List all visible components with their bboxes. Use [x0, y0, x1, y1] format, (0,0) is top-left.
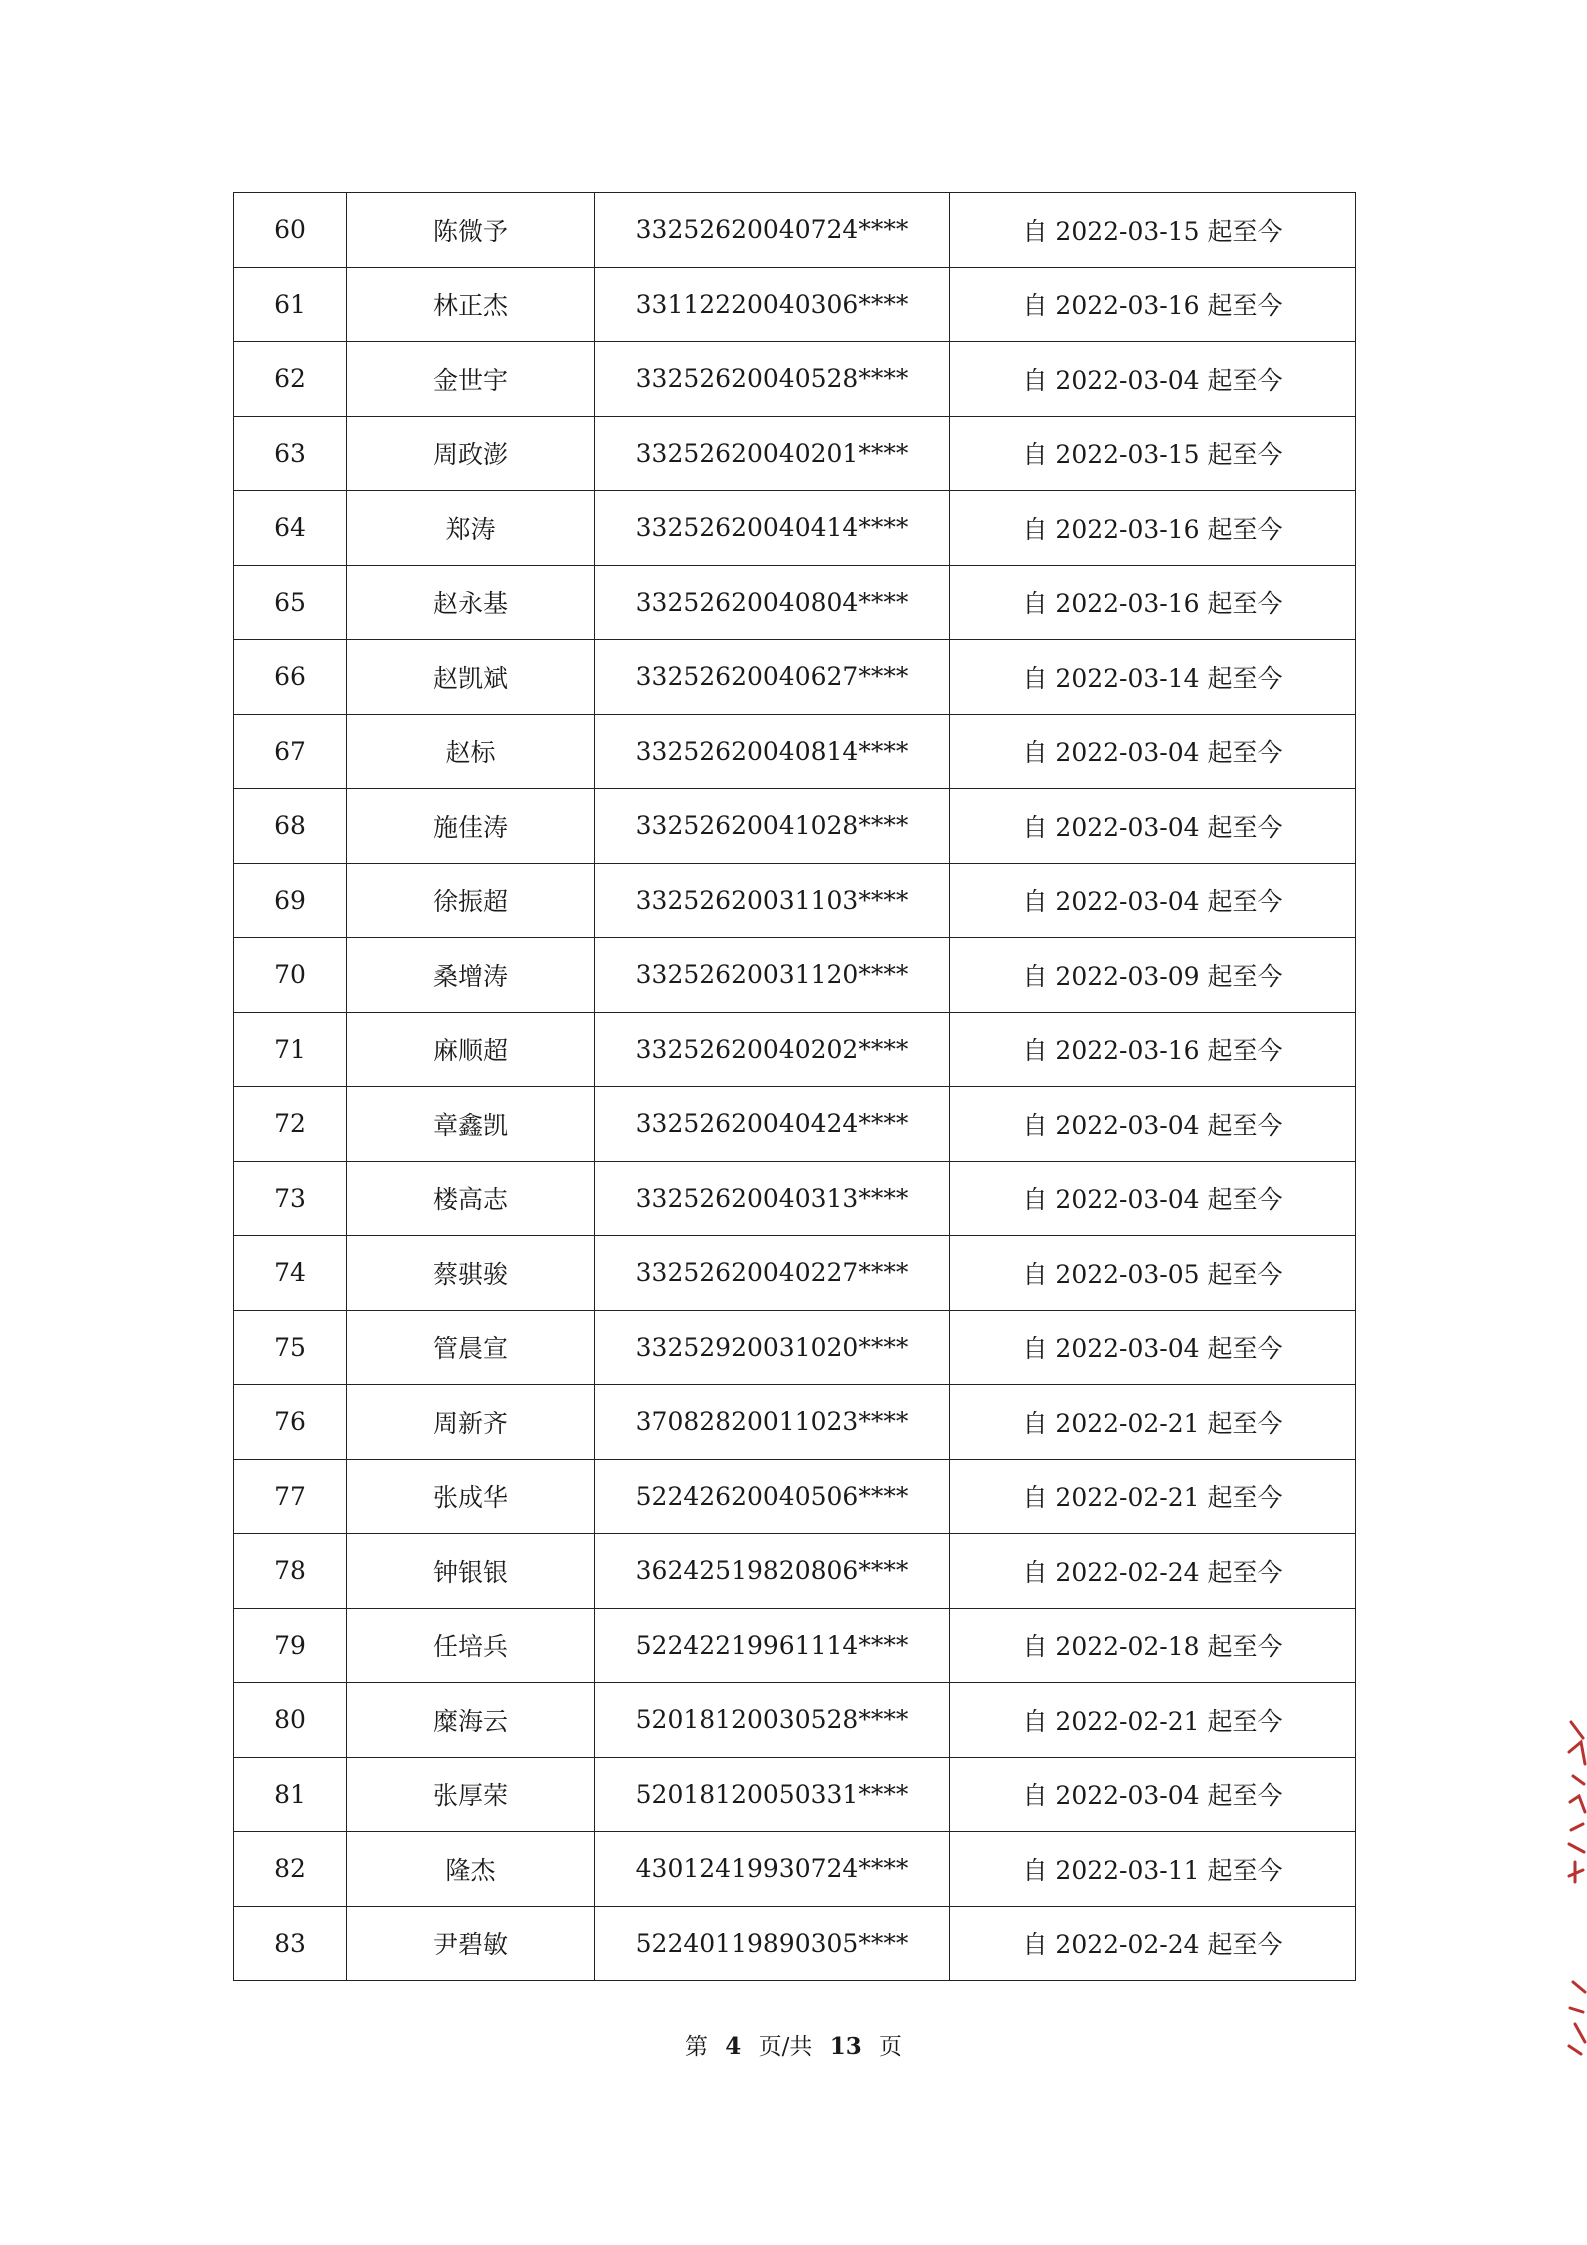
- person-name-cell: 楼高志: [347, 1161, 595, 1236]
- row-number-cell: 81: [234, 1757, 347, 1832]
- table-row: [234, 640, 1356, 715]
- table-row: [234, 193, 1356, 268]
- row-number-cell: 71: [234, 1012, 347, 1087]
- period-cell: 自 2022-02-24 起至今: [950, 1534, 1356, 1609]
- person-name-cell: 张厚荣: [347, 1757, 595, 1832]
- period-cell: 自 2022-02-21 起至今: [950, 1385, 1356, 1460]
- table-row: [234, 267, 1356, 342]
- table-row: [234, 1012, 1356, 1087]
- id-number-cell: 33252620040201****: [595, 416, 950, 491]
- id-number-cell: 33252620040414****: [595, 491, 950, 566]
- person-name-cell: 郑涛: [347, 491, 595, 566]
- person-name-cell: 管晨宣: [347, 1310, 595, 1385]
- table-row: [234, 1832, 1356, 1907]
- person-name-cell: 林正杰: [347, 267, 595, 342]
- id-number-cell: 33252620041028****: [595, 789, 950, 864]
- id-number-cell: 43012419930724****: [595, 1832, 950, 1907]
- table-row: [234, 491, 1356, 566]
- person-name-cell: 徐振超: [347, 863, 595, 938]
- row-number-cell: 67: [234, 714, 347, 789]
- table-row: [234, 714, 1356, 789]
- period-cell: 自 2022-03-16 起至今: [950, 565, 1356, 640]
- id-number-cell: 52240119890305****: [595, 1906, 950, 1981]
- row-number-cell: 80: [234, 1683, 347, 1758]
- id-number-cell: 33252620040424****: [595, 1087, 950, 1162]
- person-name-cell: 赵永基: [347, 565, 595, 640]
- period-cell: 自 2022-03-04 起至今: [950, 789, 1356, 864]
- table-row: [234, 1906, 1356, 1981]
- period-cell: 自 2022-02-21 起至今: [950, 1459, 1356, 1534]
- id-number-cell: 52018120050331****: [595, 1757, 950, 1832]
- table-row: [234, 1087, 1356, 1162]
- person-name-cell: 赵凯斌: [347, 640, 595, 715]
- id-number-cell: 33252620040528****: [595, 342, 950, 417]
- table-row: [234, 938, 1356, 1013]
- id-number-cell: 52242620040506****: [595, 1459, 950, 1534]
- person-name-cell: 麻顺超: [347, 1012, 595, 1087]
- period-cell: 自 2022-02-21 起至今: [950, 1683, 1356, 1758]
- person-name-cell: 周政澎: [347, 416, 595, 491]
- person-name-cell: 钟银银: [347, 1534, 595, 1609]
- id-number-cell: 33252620040724****: [595, 193, 950, 268]
- current-page-number: 4: [725, 2033, 742, 2060]
- row-number-cell: 82: [234, 1832, 347, 1907]
- row-number-cell: 70: [234, 938, 347, 1013]
- person-name-cell: 任培兵: [347, 1608, 595, 1683]
- footer-middle: 页/共: [758, 2034, 813, 2060]
- period-cell: 自 2022-03-04 起至今: [950, 1310, 1356, 1385]
- period-cell: 自 2022-03-15 起至今: [950, 193, 1356, 268]
- table-row: [234, 1161, 1356, 1236]
- id-number-cell: 33252620040202****: [595, 1012, 950, 1087]
- table-row: [234, 342, 1356, 417]
- period-cell: 自 2022-03-04 起至今: [950, 342, 1356, 417]
- id-number-cell: 33252920031020****: [595, 1310, 950, 1385]
- row-number-cell: 79: [234, 1608, 347, 1683]
- id-number-cell: 33252620040313****: [595, 1161, 950, 1236]
- period-cell: 自 2022-03-14 起至今: [950, 640, 1356, 715]
- id-number-cell: 33252620040227****: [595, 1236, 950, 1311]
- row-number-cell: 76: [234, 1385, 347, 1460]
- table-row: [234, 1683, 1356, 1758]
- footer-suffix: 页: [879, 2034, 903, 2060]
- person-name-cell: 金世宇: [347, 342, 595, 417]
- period-cell: 自 2022-03-04 起至今: [950, 1757, 1356, 1832]
- table-row: [234, 416, 1356, 491]
- period-cell: 自 2022-03-16 起至今: [950, 491, 1356, 566]
- row-number-cell: 68: [234, 789, 347, 864]
- row-number-cell: 66: [234, 640, 347, 715]
- row-number-cell: 62: [234, 342, 347, 417]
- table-row: [234, 863, 1356, 938]
- id-number-cell: 37082820011023****: [595, 1385, 950, 1460]
- period-cell: 自 2022-03-04 起至今: [950, 863, 1356, 938]
- table-row: [234, 789, 1356, 864]
- seal-fragment-icon: [1565, 1712, 1587, 2062]
- total-pages-number: 13: [829, 2033, 862, 2060]
- id-number-cell: 33252620031120****: [595, 938, 950, 1013]
- roster-table: [233, 192, 1356, 1981]
- person-name-cell: 尹碧敏: [347, 1906, 595, 1981]
- row-number-cell: 73: [234, 1161, 347, 1236]
- id-number-cell: 33252620040627****: [595, 640, 950, 715]
- row-number-cell: 61: [234, 267, 347, 342]
- row-number-cell: 77: [234, 1459, 347, 1534]
- period-cell: 自 2022-03-16 起至今: [950, 1012, 1356, 1087]
- table-row: [234, 1385, 1356, 1460]
- table-row: [234, 565, 1356, 640]
- row-number-cell: 65: [234, 565, 347, 640]
- period-cell: 自 2022-03-11 起至今: [950, 1832, 1356, 1907]
- id-number-cell: 52242219961114****: [595, 1608, 950, 1683]
- roster-table-body: [234, 193, 1356, 1981]
- row-number-cell: 74: [234, 1236, 347, 1311]
- period-cell: 自 2022-02-18 起至今: [950, 1608, 1356, 1683]
- person-name-cell: 桑增涛: [347, 938, 595, 1013]
- period-cell: 自 2022-03-16 起至今: [950, 267, 1356, 342]
- footer-prefix: 第: [684, 2034, 708, 2060]
- id-number-cell: 33252620031103****: [595, 863, 950, 938]
- table-row: [234, 1534, 1356, 1609]
- period-cell: 自 2022-02-24 起至今: [950, 1906, 1356, 1981]
- period-cell: 自 2022-03-09 起至今: [950, 938, 1356, 1013]
- period-cell: 自 2022-03-04 起至今: [950, 714, 1356, 789]
- person-name-cell: 章鑫凯: [347, 1087, 595, 1162]
- period-cell: 自 2022-03-05 起至今: [950, 1236, 1356, 1311]
- period-cell: 自 2022-03-15 起至今: [950, 416, 1356, 491]
- row-number-cell: 78: [234, 1534, 347, 1609]
- person-name-cell: 张成华: [347, 1459, 595, 1534]
- id-number-cell: 36242519820806****: [595, 1534, 950, 1609]
- period-cell: 自 2022-03-04 起至今: [950, 1087, 1356, 1162]
- row-number-cell: 83: [234, 1906, 347, 1981]
- id-number-cell: 52018120030528****: [595, 1683, 950, 1758]
- period-cell: 自 2022-03-04 起至今: [950, 1161, 1356, 1236]
- person-name-cell: 隆杰: [347, 1832, 595, 1907]
- person-name-cell: 陈微予: [347, 193, 595, 268]
- person-name-cell: 赵标: [347, 714, 595, 789]
- person-name-cell: 蔡骐骏: [347, 1236, 595, 1311]
- row-number-cell: 60: [234, 193, 347, 268]
- person-name-cell: 糜海云: [347, 1683, 595, 1758]
- row-number-cell: 72: [234, 1087, 347, 1162]
- row-number-cell: 64: [234, 491, 347, 566]
- person-name-cell: 周新齐: [347, 1385, 595, 1460]
- table-row: [234, 1236, 1356, 1311]
- person-name-cell: 施佳涛: [347, 789, 595, 864]
- row-number-cell: 69: [234, 863, 347, 938]
- row-number-cell: 63: [234, 416, 347, 491]
- table-row: [234, 1310, 1356, 1385]
- id-number-cell: 33252620040804****: [595, 565, 950, 640]
- id-number-cell: 33252620040814****: [595, 714, 950, 789]
- table-row: [234, 1608, 1356, 1683]
- id-number-cell: 33112220040306****: [595, 267, 950, 342]
- table-row: [234, 1459, 1356, 1534]
- page-footer: [0, 2028, 1587, 2061]
- table-row: [234, 1757, 1356, 1832]
- row-number-cell: 75: [234, 1310, 347, 1385]
